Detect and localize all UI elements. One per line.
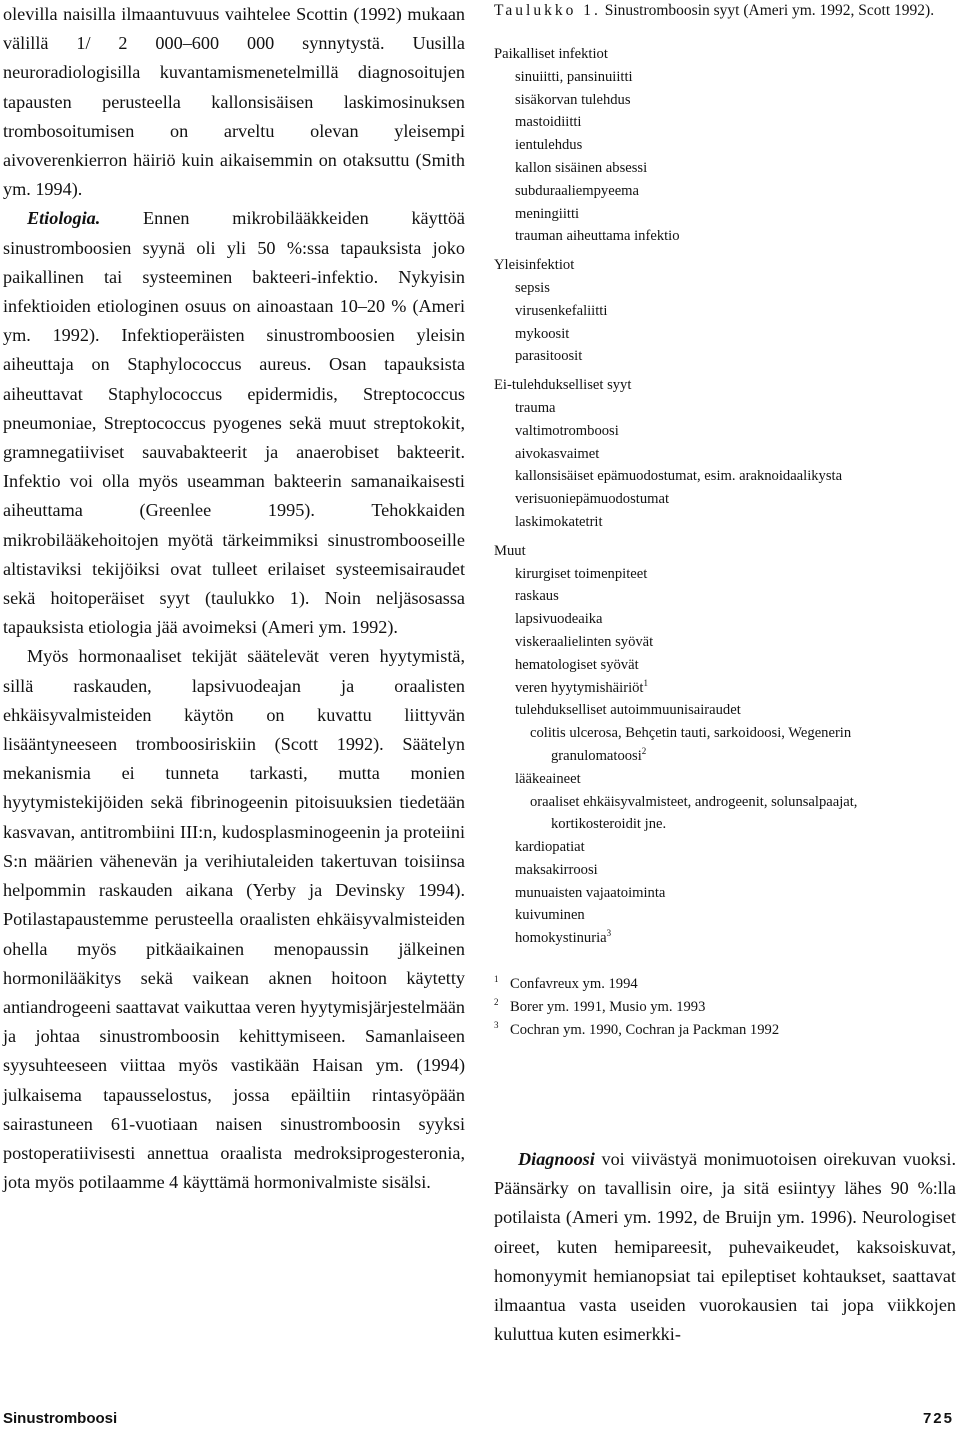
- page-number: 725: [922, 1410, 954, 1427]
- table-subitem-text: granulomatoosi: [551, 747, 642, 764]
- table-item: trauma: [515, 399, 556, 416]
- etiology-heading: Etiologia.: [27, 208, 101, 229]
- table-item: laskimokatetrit: [515, 513, 603, 530]
- paragraph-hormonal: Myös hormonaaliset tekijät säätelevät veren hyytymistä, sillä raskauden, lapsivuodeajan ja oraalisten ehkäisyvalmisteiden käytön on kuvattu liittyvän lisääntyneeseen tromboosiriskiin (Scott 1992). Säätelyn mekanismia ei tunneta tarkasti, mutta monien hyytymistekijöiden sekä fibrinogeenin pitoisuuksien tiedetään kasvavan, antitrombiini III:n, kudosplasminogeenin ja proteiini S:n määrien vähenevän ja verihiutaleiden takertuvan toisiinsa helpommin raskauden aikana (Yerby ja Devinsky 1994). Potilastapaustemme perusteella oraalisten ehkäisyvalmisteiden ohella myös pitkäaikainen menopaussin jälkeinen hormonilääkitys sekä vaikean aknen hoitoon käytetty antiandrogeeni saattavat vaikuttaa veren hyytymisjärjestelmään ja johtaa sinustromboosin kehittymiseen. Samanlaiseen syysuhteeseen viittaa myös vastikään Haisan ym. (1994) julkaisema tapausselostus, jossa epäiltiin rintasyöpään sairastuneen 61-vuotiaan naisen sinustromboosin syyksi postoperatiivisesti annettua oraalista medroksiprogesteronia, jota myös potilaamme 4 käyttämä hormonivalmiste sisälsi.: [3, 646, 465, 1193]
- table-item-text: homokystinuria: [515, 930, 607, 947]
- table-category: Muut: [494, 542, 526, 559]
- table-item: mastoidiitti: [515, 114, 582, 131]
- running-footer-title: Sinustromboosi: [3, 1410, 118, 1427]
- footnote-text: Cochran ym. 1990, Cochran ja Packman 1992: [510, 1022, 780, 1039]
- table-item: sisäkorvan tulehdus: [515, 91, 631, 108]
- table-item: aivokasvaimet: [515, 445, 600, 462]
- paragraph-diagnosis: [494, 1145, 956, 1349]
- table-item: viskeraalielinten syövät: [515, 633, 654, 650]
- table-item: maksakirroosi: [515, 861, 598, 878]
- table-subitem-continued: kortikosteroidit jne.: [551, 816, 667, 833]
- right-column: [494, 0, 956, 1345]
- paragraph-incidence: olevilla naisilla ilmaantuvuus vaihtelee Scottin (1992) mukaan välillä 1/ 2 000–600 000 synnytystä. Uusilla neuroradiologisilla kuvantamismenetelmillä diagnosoitujen tapausten perusteella kallonsisäisen laskimosinuksen trombosoitumisen on arveltu olevan yleisempi aivoverenkierron häiriö kuin aikaisemmin on otaksuttu (Smith ym. 1994).: [3, 4, 465, 200]
- table-item-text: veren hyytymishäiriöt: [515, 679, 644, 696]
- table-item: [494, 677, 956, 700]
- table-item: ientulehdus: [515, 137, 583, 154]
- table-item: tulehdukselliset autoimmuunisairaudet: [515, 702, 741, 719]
- table-item: verisuoniepämuodostumat: [515, 491, 670, 508]
- table-item: valtimotromboosi: [515, 422, 619, 439]
- table-item: virusenkefaliitti: [515, 302, 608, 319]
- table-item: kirurgiset toimenpiteet: [515, 565, 648, 582]
- table-subitem: oraaliset ehkäisyvalmisteet, androgeenit, solunsalpaajat,: [530, 793, 858, 810]
- table-footnotes: [494, 973, 956, 1042]
- diagnosis-text: voi viivästyä monimuotoisen oirekuvan vuoksi. Päänsärky on tavallisin oire, ja sitä esiintyy lähes 90 %:lla potilaista (Ameri ym. 1992, de Bruijn ym. 1996). Neurologiset oireet, kuten hemipareesit, puhevaikeudet, kaksoiskuvat, homonyymit hemianopsiat tai epileptiset kohtaukset, saattavat ilmaantua vasta useiden vuorokausien tai jopa viikkojen kuluttua kuten esimerkki-: [494, 1149, 956, 1345]
- table-item: kardiopatiat: [515, 839, 585, 856]
- footnote: $^3$ Cochran ym. 1990, Cochran ja Packman 1992: [494, 1020, 780, 1039]
- paragraph-etiology: [3, 204, 465, 642]
- footnote-ref: 3: [606, 928, 612, 939]
- table-item: trauman aiheuttama infektio: [515, 228, 680, 245]
- table-item: sepsis: [515, 279, 550, 296]
- diagnosis-heading: Diagnoosi: [518, 1149, 595, 1169]
- table-item: kuivuminen: [515, 907, 585, 924]
- table-item: sinuiitti, pansinuiitti: [515, 68, 633, 85]
- table-subitem-continued: [494, 745, 956, 768]
- table-item: parasitoosit: [515, 348, 583, 365]
- footnote: $^2$ Borer ym. 1991, Musio ym. 1993: [494, 997, 706, 1016]
- etiology-text: Ennen mikrobilääkkeiden käyttöä sinustromboosien syynä oli yli 50 %:ssa tapauksista joko paikallinen tai systeeminen bakteeri-infektio. Nykyisin infektioiden etiologinen osuus on ainoastaan 10–20 % (Ameri ym. 1992). Infektioperäisten sinustromboosien yleisin aiheuttaja on Staphylococcus aureus. Osan tapauksista aiheuttavat Staphylococcus epidermidis, Streptococcus pneumoniae, Streptococcus pyogenes sekä muut streptokokit, gramnegatiiviset sauvabakteerit ja anaerobiset bakteerit. Infektio voi olla myös useamman bakteerin samanaikaisesti aiheuttama (Greenlee 1995). Tehokkaiden mikrobilääkehoitojen myötä tärkeimmiksi sinustrombooseille altistaviksi tekijöiksi ovat tulleet erilaiset systeemisairaudet sekä hoitoperäiset syyt (taulukko 1). Noin neljäsosassa tapauksista etiologia jää avoimeksi (Ameri ym. 1992).: [3, 208, 465, 638]
- table-item: kallon sisäinen absessi: [515, 159, 648, 176]
- table-subitem: colitis ulcerosa, Behçetin tauti, sarkoidoosi, Wegenerin: [530, 725, 852, 742]
- table-item: hematologiset syövät: [515, 656, 639, 673]
- table-item: lapsivuodeaika: [515, 611, 603, 628]
- table-item: munuaisten vajaatoiminta: [515, 884, 666, 901]
- footnote: $^1$ Confavreux ym. 1994: [494, 974, 638, 993]
- footnote-ref: 1: [643, 677, 648, 688]
- table-caption-text: Sinustromboosin syyt (Ameri ym. 1992, Scott 1992).: [600, 2, 935, 19]
- table-caption-label: Taulukko 1.: [494, 2, 601, 19]
- footnote-text: Borer ym. 1991, Musio ym. 1993: [510, 999, 706, 1016]
- footnote-text: Confavreux ym. 1994: [510, 976, 638, 993]
- footnote-ref: 2: [641, 746, 647, 757]
- table-item: [494, 927, 956, 950]
- table-caption: [494, 0, 956, 21]
- table-item: kallonsisäiset epämuodostumat, esim. araknoidaalikysta: [515, 468, 843, 485]
- table-category: Ei-tulehdukselliset syyt: [494, 377, 632, 394]
- table-category: Paikalliset infektiot: [494, 46, 608, 62]
- table-item: subduraaliempyeema: [515, 182, 639, 199]
- table-item: mykoosit: [515, 325, 570, 342]
- table-item: lääkeaineet: [515, 770, 581, 787]
- table-item: raskaus: [515, 588, 559, 605]
- table-item: meningiitti: [515, 205, 580, 222]
- left-column: [3, 0, 465, 1197]
- table-category: Yleisinfektiot: [494, 257, 575, 274]
- causes-table: [494, 43, 956, 950]
